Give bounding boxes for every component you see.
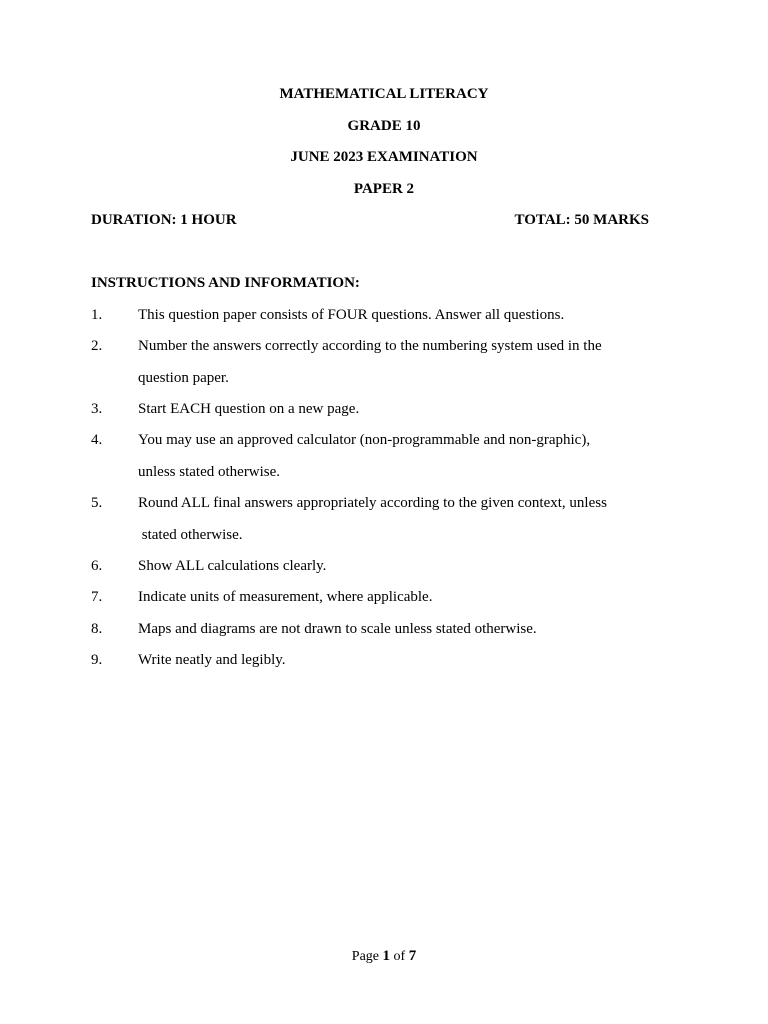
instruction-number: 6.: [91, 558, 103, 574]
page-number-footer: [0, 947, 768, 966]
total-marks-label: TOTAL: 50 MARKS: [514, 212, 649, 228]
instruction-number: 2.: [91, 338, 103, 354]
instructions-heading: INSTRUCTIONS AND INFORMATION:: [91, 275, 360, 291]
instruction-text: Round ALL final answers appropriately according to the given context, unless: [138, 495, 607, 511]
instruction-text: Maps and diagrams are not drawn to scale unless stated otherwise.: [138, 621, 537, 637]
page-word: Page: [351, 949, 380, 964]
instruction-text: Show ALL calculations clearly.: [138, 558, 327, 574]
instruction-text-continued: stated otherwise.: [138, 527, 243, 543]
subject-title: MATHEMATICAL LITERACY: [279, 86, 489, 102]
instruction-text: Number the answers correctly according to the numbering system used in the: [138, 338, 602, 354]
of-word: of: [393, 949, 406, 964]
instruction-text: Indicate units of measurement, where applicable.: [138, 589, 433, 605]
exam-title: JUNE 2023 EXAMINATION: [290, 149, 478, 165]
instruction-text: This question paper consists of FOUR questions. Answer all questions.: [138, 307, 565, 323]
current-page-number: 1: [382, 948, 391, 964]
instruction-number: 1.: [91, 307, 103, 323]
paper-title: PAPER 2: [353, 181, 415, 197]
instruction-number: 8.: [91, 621, 103, 637]
instruction-number: 9.: [91, 652, 103, 668]
instruction-number: 4.: [91, 432, 103, 448]
instruction-text: Start EACH question on a new page.: [138, 401, 360, 417]
instruction-number: 3.: [91, 401, 103, 417]
instruction-number: 7.: [91, 589, 103, 605]
duration-label: DURATION: 1 HOUR: [91, 212, 237, 228]
total-page-count: 7: [408, 948, 417, 964]
instruction-number: 5.: [91, 495, 103, 511]
instruction-text-continued: unless stated otherwise.: [138, 464, 281, 480]
grade-title: GRADE 10: [347, 118, 421, 134]
instruction-text-continued: question paper.: [138, 370, 229, 386]
instruction-text: Write neatly and legibly.: [138, 652, 286, 668]
instruction-text: You may use an approved calculator (non-programmable and non-graphic),: [138, 432, 591, 448]
